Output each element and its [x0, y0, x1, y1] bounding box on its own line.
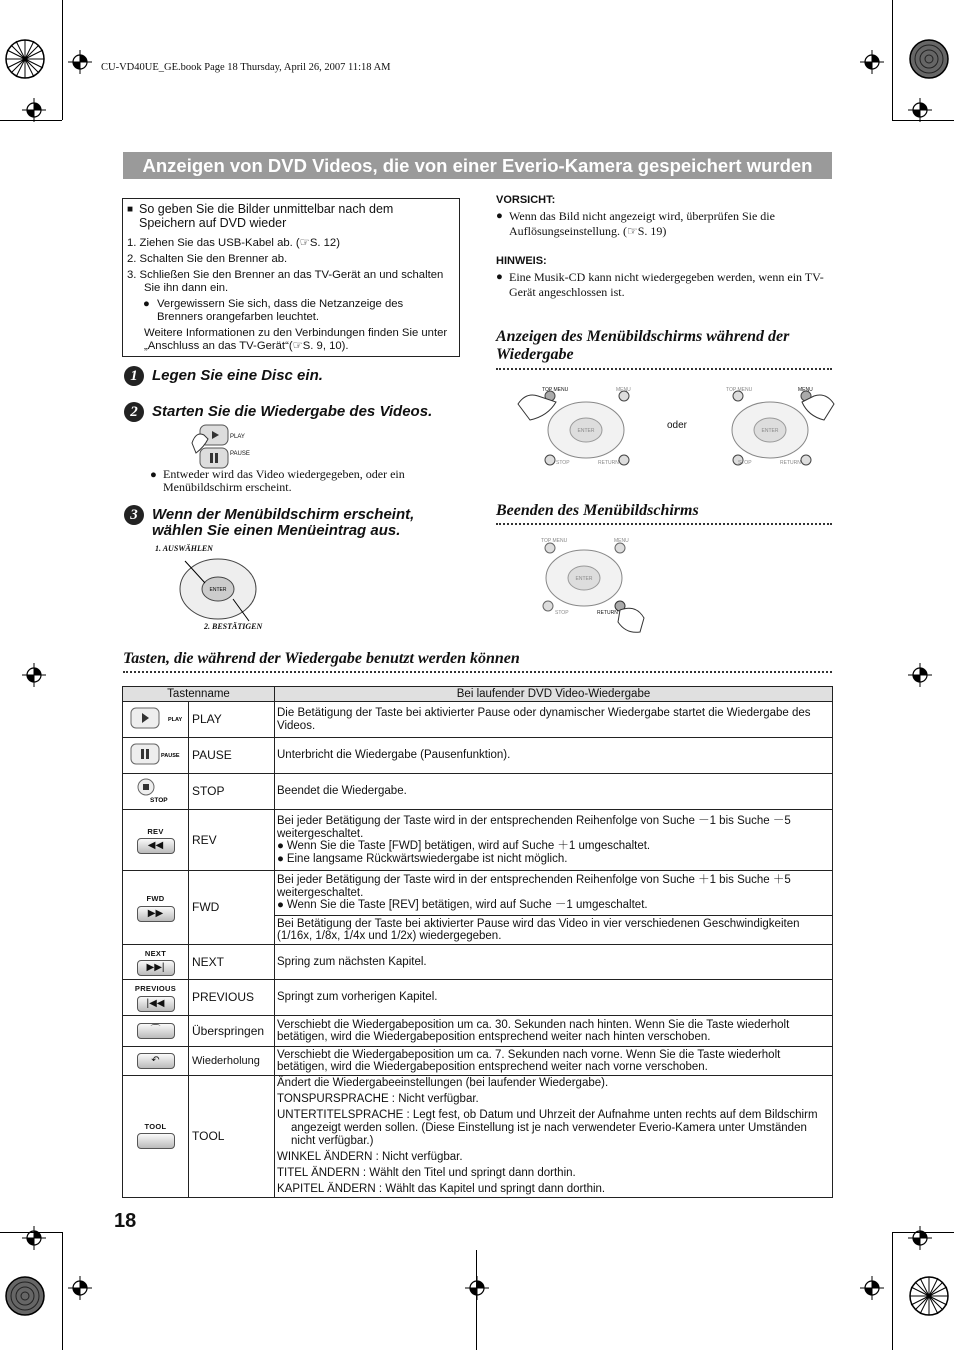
- key-desc: Spring zum nächsten Kapitel.: [275, 945, 833, 980]
- prep-item: 1. Ziehen Sie das USB-Kabel ab. (☞S. 12): [127, 237, 340, 249]
- file-info: CU-VD40UE_GE.book Page 18 Thursday, April 26, 2007 11:18 AM: [101, 62, 391, 73]
- tool-button-icon: TOOL: [123, 1076, 189, 1198]
- or-label: oder: [667, 420, 688, 431]
- caution-text: Wenn das Bild nicht angezeigt wird, überprüfen Sie die Auflösungseinstellung. (☞S. 19): [509, 209, 775, 238]
- section-title: Beenden des Menübildschirms: [496, 502, 699, 519]
- crosshair-mark: [465, 1276, 489, 1305]
- section-title: Tasten, die während der Wiedergabe benutzt werden können: [123, 650, 520, 667]
- caution-title: VORSICHT:: [496, 194, 556, 206]
- page-title: Anzeigen von DVD Videos, die von einer Everio-Kamera gespeichert wurden: [123, 152, 832, 179]
- crosshair-mark: [908, 663, 932, 692]
- key-desc: Verschiebt die Wiedergabeposition um ca. 7. Sekunden nach vorne. Wenn Sie die Taste wiederholt betätigen, wird die Wiedergabeposition entsprechend weiter nach vorne verschoben.: [275, 1047, 833, 1076]
- prep-footer: Weitere Informationen zu den Verbindungen finden Sie unter „Anschluss an das TV-Gerät“(☞S. 9, 10).: [144, 327, 448, 352]
- crosshair-mark: [22, 98, 46, 127]
- bullet-icon: ●: [277, 899, 287, 912]
- top-menu-label: TOP MENU: [542, 387, 569, 393]
- play-button-icon: [123, 702, 189, 738]
- select-label: 1. AUSWÄHLEN: [155, 544, 213, 553]
- svg-text:ENTER: ENTER: [761, 428, 779, 434]
- repeat-button-icon: ↶: [123, 1047, 189, 1076]
- stop-label: STOP: [738, 460, 752, 466]
- crop-line: [892, 1232, 893, 1350]
- stop-label: STOP: [556, 460, 570, 466]
- pause-button-icon: [123, 738, 189, 774]
- step-number: 3: [124, 505, 144, 525]
- section-title: Anzeigen des Menübildschirms während der Wiedergabe: [496, 328, 790, 363]
- crosshair-mark: [22, 663, 46, 692]
- key-desc: Bei Betätigung der Taste bei aktivierter Pause wird das Video in vier verschiedenen Geschwindigkeiten (1/16x, 1/8x, 1/4x und 1/2x) wiedergegeben.: [275, 916, 833, 945]
- divider: [123, 671, 832, 673]
- key-name: Wiederholung: [189, 1047, 275, 1076]
- step2-note: Entweder wird das Video wiedergegeben, oder ein Menübildschirm erscheint.: [163, 467, 405, 494]
- table-row: [123, 1047, 833, 1076]
- key-desc: Bei jeder Betätigung der Taste wird in der entsprechenden Reihenfolge von Suche ＋1 bis Suche ＋5 weitergeschaltet. ● Wenn Sie die Taste [REV] betätigen, wird auf Suche －1 umgeschaltet.: [275, 871, 833, 916]
- key-name: PLAY: [189, 702, 275, 738]
- bullet-icon: ●: [496, 210, 503, 222]
- stop-label: STOP: [555, 610, 569, 616]
- step-text: Legen Sie eine Disc ein.: [152, 367, 323, 384]
- stop-button-icon: [123, 774, 189, 810]
- svg-text:ENTER: ENTER: [209, 587, 227, 593]
- step-text: Wenn der Menübildschirm erscheint, wählen Sie einen Menüeintrag aus.: [152, 506, 415, 539]
- menu-label: MENU: [798, 387, 813, 393]
- table-row: [123, 1076, 833, 1198]
- crop-line: [892, 1232, 954, 1233]
- previous-button-icon: PREVIOUS |◀◀: [123, 980, 189, 1016]
- hint-text: Eine Musik-CD kann nicht wiedergegeben werden, wenn ein TV-Gerät angeschlossen ist.: [509, 270, 824, 299]
- bullet-icon: ●: [496, 271, 503, 283]
- key-desc: Beendet die Wiedergabe.: [275, 774, 833, 810]
- table-row: [123, 1016, 833, 1047]
- page-number: 18: [114, 1210, 137, 1232]
- return-label: RETURN: [780, 460, 801, 466]
- prep-bullet: Vergewissern Sie sich, dass die Netzanzeige des Brenners orangefarben leuchtet.: [157, 298, 404, 323]
- key-name: NEXT: [189, 945, 275, 980]
- pause-label: PAUSE: [230, 451, 250, 457]
- table-header-row: [123, 687, 833, 702]
- bullet-icon: ●: [277, 840, 287, 852]
- svg-text:ENTER: ENTER: [577, 428, 595, 434]
- key-desc: Springt zum vorherigen Kapitel.: [275, 980, 833, 1016]
- menu-label: MENU: [616, 387, 631, 393]
- registration-mark: [908, 38, 950, 85]
- fwd-button-icon: FWD ▶▶: [123, 871, 189, 945]
- svg-text:STOP: STOP: [149, 796, 168, 804]
- column-header: Bei laufender DVD Video-Wiedergabe: [275, 687, 833, 702]
- registration-mark: [4, 38, 46, 85]
- key-name: PREVIOUS: [189, 980, 275, 1016]
- remote-illustration: [528, 540, 648, 641]
- bullet-icon: ●: [143, 298, 150, 310]
- crop-line: [476, 1250, 477, 1350]
- table-row: [123, 738, 833, 774]
- key-name: REV: [189, 810, 275, 871]
- crosshair-mark: [22, 1226, 46, 1255]
- step-number: 1: [124, 366, 144, 386]
- svg-text:PAUSE: PAUSE: [160, 752, 180, 759]
- divider: [496, 523, 832, 525]
- dpad-illustration: [175, 553, 265, 630]
- bullet-icon: ●: [150, 469, 157, 481]
- skip-button-icon: ⌒: [123, 1016, 189, 1047]
- confirm-label: 2. BESTÄTIGEN: [204, 622, 263, 631]
- return-label: RETURN: [597, 610, 618, 616]
- key-desc: Die Betätigung der Taste bei aktivierter Pause oder dynamischer Wiedergabe startet die Wiedergabe des Videos.: [275, 702, 833, 738]
- prep-box: [122, 198, 460, 357]
- return-label: RETURN: [598, 460, 619, 466]
- key-name: STOP: [189, 774, 275, 810]
- keys-table: [122, 686, 833, 1198]
- crosshair-mark: [68, 1276, 92, 1305]
- crosshair-mark: [908, 1226, 932, 1255]
- crosshair-mark: [860, 1276, 884, 1305]
- play-label: PLAY: [230, 434, 245, 440]
- key-name: Überspringen: [189, 1016, 275, 1047]
- registration-mark: [908, 1275, 950, 1322]
- svg-text:ENTER: ENTER: [575, 576, 593, 582]
- crop-line: [892, 0, 893, 120]
- table-row: [123, 980, 833, 1016]
- key-name: PAUSE: [189, 738, 275, 774]
- registration-mark: [4, 1275, 46, 1322]
- table-row: [123, 810, 833, 871]
- key-desc: Unterbricht die Wiedergabe (Pausenfunktion).: [275, 738, 833, 774]
- step-text: Starten Sie die Wiedergabe des Videos.: [152, 403, 433, 420]
- prep-box-square-icon: ■: [127, 204, 134, 215]
- svg-text:PLAY: PLAY: [167, 716, 182, 723]
- crop-line: [0, 120, 62, 121]
- crop-line: [0, 1232, 62, 1233]
- bullet-icon: ●: [277, 852, 287, 865]
- hint-title: HINWEIS:: [496, 255, 547, 267]
- crop-line: [62, 0, 63, 120]
- key-desc: Ändert die Wiedergabeeinstellungen (bei laufender Wiedergabe). TONSPURSPRACHE : Nicht verfügbar. UNTERTITELSPRACHE : Legt fest, ob Datum und Uhrzeit der Aufnahme unten rechts auf dem Bildschirm angezeigt werden sollen. (Diese Einstellung ist je nach verwendeter Everio-Kamera unter Umständen nicht verfügbar.) WINKEL ÄNDERN : Nicht verfügbar. TITEL ÄNDERN : Wählt den Titel und springt dann dorthin. KAPITEL ÄNDERN : Wählt das Kapitel und springt dann dorthin.: [275, 1076, 833, 1198]
- table-row: [123, 702, 833, 738]
- table-row: [123, 774, 833, 810]
- rev-button-icon: REV ◀◀: [123, 810, 189, 871]
- crosshair-mark: [908, 98, 932, 127]
- top-menu-label: TOP MENU: [541, 538, 568, 544]
- table-row: [123, 871, 833, 916]
- column-header: Tastenname: [123, 687, 275, 702]
- divider: [496, 368, 832, 370]
- key-name: FWD: [189, 871, 275, 945]
- crosshair-mark: [860, 50, 884, 79]
- step-number: 2: [124, 402, 144, 422]
- prep-item: 2. Schalten Sie den Brenner ab.: [127, 253, 288, 265]
- table-row: [123, 945, 833, 980]
- crop-line: [892, 120, 954, 121]
- remote-illustration: [716, 386, 836, 475]
- prep-item: 3. Schließen Sie den Brenner an das TV-Gerät an und schalten Sie ihn dann ein.: [127, 269, 444, 294]
- crosshair-mark: [68, 50, 92, 79]
- key-desc: Bei jeder Betätigung der Taste wird in der entsprechenden Reihenfolge von Suche －1 bis Suche －5 weitergeschaltet. ● Wenn Sie die Taste [FWD] betätigen, wird auf Suche ＋1 umgeschaltet. ● Eine langsame Rückwärtswiedergabe ist nicht möglich.: [275, 810, 833, 871]
- top-menu-label: TOP MENU: [726, 387, 753, 393]
- key-name: TOOL: [189, 1076, 275, 1198]
- prep-box-heading: So geben Sie die Bilder unmittelbar nach dem Speichern auf DVD wieder: [139, 202, 394, 230]
- menu-label: MENU: [614, 538, 629, 544]
- crop-line: [62, 1232, 63, 1350]
- key-desc: Verschiebt die Wiedergabeposition um ca. 30. Sekunden nach hinten. Wenn Sie die Taste wiederholt betätigen, wird die Wiedergabeposition entsprechend weiter nach hinten verschoben.: [275, 1016, 833, 1047]
- next-button-icon: NEXT ▶▶|: [123, 945, 189, 980]
